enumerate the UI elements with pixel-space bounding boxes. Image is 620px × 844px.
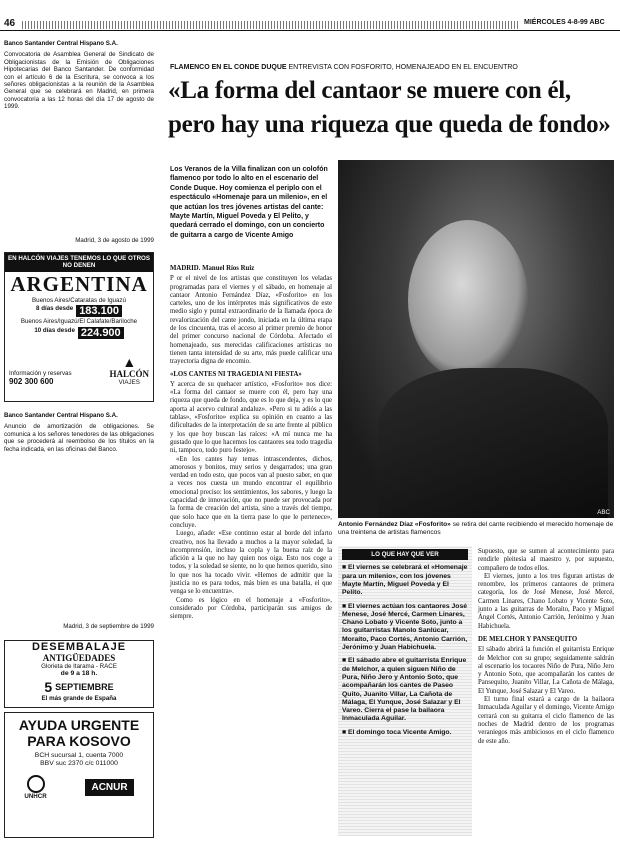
- body-paragraph: Supuesto, que se sumen al acontecimiento para rendirle pleitesía al maestro y, por supuesto, compañero de todos ellos.: [478, 548, 614, 572]
- info-box-title: LO QUE HAY QUE VER: [342, 549, 468, 560]
- antiques-venue: Glorieta de Itarama - RACE: [41, 663, 117, 670]
- body-paragraph: Luego, añade: «Ese continuo estar al borde del infarto creativo, nos ha llevado a muchos a la mayor soledad, la incomprensión, incluso la copla y la buena raíz de la afición a la que no hay quien nos oiga. Esto nos coge a todos, y la soledad se siente, no lo que hemos querido, sino lo que nos ha tocado vivir. «Hemos de admitir que la justicia no es para todos, más bien es una batalla, el que venga se lo encuentra».: [170, 530, 332, 596]
- photo-credit: ABC: [597, 508, 610, 516]
- halcon-brand: HALCÓN: [109, 368, 149, 379]
- halcon-price-2: 224.900: [78, 327, 124, 339]
- info-box-item: ■ El viernes actúan los cantaores José Menese, José Mercé, Carmen Linares, Chano Lobato y Vicente Soto, junto a los guitarristas Manolo Sanlúcar, Moraíto, Paco Cortés, Antonio Carrión, Jerónimo y Juan Habichuela.: [342, 602, 468, 652]
- headline-line-2: pero hay una riqueza que queda de fondo»: [168, 111, 611, 138]
- article-column-3: [478, 548, 614, 746]
- kicker-section: FLAMENCO EN EL CONDE DUQUE: [170, 64, 287, 71]
- top-rule: [0, 30, 620, 31]
- halcon-line-1: Buenos Aires/Cataratas de Iguazú: [32, 296, 126, 304]
- info-box-item: ■ El viernes se celebrará el «Homenaje para un milenio», con los jóvenes Mayte Martín, Miguel Poveda y El Pelito.: [342, 564, 468, 597]
- fosforito-photo: [338, 160, 614, 518]
- antiques-tag: El más grande de España: [41, 694, 117, 702]
- ad-bank-2-title: Banco Santander Central Hispano S.A.: [4, 412, 118, 419]
- info-box-item: ■ El domingo toca Vicente Amigo.: [342, 728, 452, 736]
- kosovo-logo-2: ACNUR: [85, 779, 133, 796]
- kosovo-subtitle: PARA KOSOVO: [27, 733, 131, 749]
- ad-bank-1-title: Banco Santander Central Hispano S.A.: [4, 40, 118, 47]
- halcon-country: ARGENTINA: [10, 271, 148, 296]
- body-paragraph: Como es lógico en el homenaje a «Fosforito», considerado por Córdoba, participarán sus amigos de siempre.: [170, 596, 332, 621]
- kosovo-account-1: BCH sucursal 1, cuenta 7000: [34, 752, 124, 759]
- ad-bank-2: [4, 412, 154, 634]
- ad-bank-1-footer: Madrid, 3 de agosto de 1999: [75, 236, 154, 244]
- ad-halcon: [4, 252, 154, 402]
- info-box: [338, 546, 472, 836]
- antiques-day: 5: [44, 678, 53, 695]
- antiques-month: SEPTIEMBRE: [55, 681, 114, 692]
- halcon-info: Información y reservas: [9, 369, 72, 377]
- photo-face: [408, 220, 528, 380]
- kosovo-title: AYUDA URGENTE: [18, 717, 140, 733]
- photo-body: [378, 368, 608, 518]
- header-pattern: [22, 21, 518, 29]
- unhcr-logo-icon: [27, 775, 45, 793]
- ad-bank-1: [4, 40, 154, 250]
- byline-city: MADRID.: [170, 265, 201, 272]
- antiques-subtitle: ANTIGÜEDADES: [42, 653, 116, 663]
- body-paragraph: P or el nivel de los artistas que constituyen los veladas programadas para el viernes y el sábado, en homenaje al cantaor Antonio Fernández Díaz, «Fosforito» en los carteles, uno de los intérpretes más significativos de este medio siglo y puntal extraordinario de la llamada época de revalorización del cante jondo, iniciada en la última etapa de los cincuenta, tras el acceso al primer premio de honor del primer concurso nacional de Córdoba. Afectado el homenajeado, sus merecidas calificaciones artísticas no tienen tanta intensidad de su arte, más puede calificar una trayectoria digna de encomio.: [170, 275, 332, 366]
- body-paragraph: Y acerca de su quehacer artístico, «Fosforito» nos dice: «La forma del cantaor se muere con él, pero hay una riqueza que queda de fondo, que es lo que deja, y es lo que aporta al acervo cultural andaluz». «Pero si tu adiós a las tablas», «Fosforito» explica su opinión en cuanto a las dificultades de la interpretación de su arte frente al público y los que hoy buscan las raíces: «A mí nunca me ha gustado que lo que hacemos los cantaores sea todo tragedia ni, tampoco, todo puro festejo».: [170, 380, 332, 455]
- halcon-days-2: 10 días desde: [34, 326, 75, 334]
- date-line: MIÉRCOLES 4-8-99 ABC: [524, 19, 605, 26]
- photo-caption-text: se retira del cante recibiendo el merecido homenaje de una treintena de artistas flamencos: [338, 521, 614, 536]
- halcon-phone: 902 300 600: [9, 377, 54, 387]
- antiques-hours: de 9 a 18 h.: [60, 670, 98, 678]
- halcon-bird-icon: ▲: [122, 353, 137, 370]
- byline-author: Manuel Ríos Ruiz: [202, 265, 255, 272]
- headline-line-1: «La forma del cantaor se muere con él,: [168, 77, 571, 104]
- body-paragraph: El viernes, junto a los tres figuran artistas de renombre, los primeros cantaores de primera categoría, los de José Menese, José Mercé, Carmen Linares, Chano Lobato y Vicente Soto, junto a las guitarras de Moraíto, Paco y Miguel Ángel Cortés, Antonio Carrión, Jerónimo y Juan Habichuela.: [478, 572, 614, 630]
- kicker-text: ENTREVISTA CON FOSFORITO, HOMENAJEADO EN EL ENCUENTRO: [288, 64, 518, 71]
- page-number: 46: [4, 18, 16, 29]
- body-paragraph: El sábado abrirá la función el guitarrista Enrique de Melchor con su grupo; seguidamente saldrán al escenario los tocaores Niño de Pura, Niño Jero y Antonio Soto, que acompañarán los cantes de Pansequito, Juanito Villar, La Cañota de Málaga, El Yunque, José Salazar y El Vareo.: [478, 646, 614, 695]
- ad-bank-2-text: Anuncio de amortización de obligaciones. Se comunica a los señores tenedores de las obligaciones que se procederá al reembolso de los títulos en la fecha indicada, en las oficinas del Banco.: [4, 423, 154, 453]
- lead-paragraph: Los Veranos de la Villa finalizan con un colofón flamenco por todo lo alto en el escenario del Conde Duque. Hoy comienza el periplo con el espectáculo «Homenaje para un milenio», en el que actúan los tres jóvenes artistas del cante: Mayte Martín, Miguel Poveda y El Pelito, y quedará cerrado el domingo, con un concierto de guitarra a cargo de Vicente Amigo: [170, 166, 328, 239]
- kosovo-account-2: BBV suc 2370 c/c 011000: [40, 760, 118, 768]
- halcon-line-2: Buenos Aires/Iguazú/El Calafate/Bariloche: [20, 318, 138, 326]
- antiques-title: DESEMBALAJE: [31, 641, 127, 653]
- kosovo-logo-1: UNHCR: [24, 792, 47, 800]
- info-box-item: ■ El sábado abre el guitarrista Enrique de Melchor, a quien siguen Niño de Pura, Niño Jero y Antonio Soto, que acompañarán los cantes de Paseo Quito, Juanito Villar, La Cañota de Málaga, El Yunque, José Salazar y El Vareo. Cierra el pase la bailaora Inmaculada Aguilar.: [342, 657, 467, 723]
- ad-bank-1-text: Convocatoria de Asamblea General de Sindicato de Obligacionistas de la Emisión de Obligaciones Hipotecarias del Banco Santander. De conformidad con el artículo 6 de la Escritura, se convoca a los señores obligacionistas a la reunión de la Asamblea General que se celebrará en Madrid, en primera convocatoria a las 12 horas del día 17 de agosto de 1999.: [4, 51, 154, 111]
- article-column-1: [170, 265, 332, 621]
- ad-bank-2-footer: Madrid, 3 de septiembre de 1999: [63, 622, 154, 630]
- halcon-brand-sub: VIAJES: [118, 378, 140, 386]
- photo-caption: [338, 521, 614, 537]
- halcon-top: EN HALCÓN VIAJES TENEMOS LO QUE OTROS NO DENEN: [5, 253, 153, 272]
- halcon-price-1: 183.100: [76, 305, 122, 317]
- body-paragraph: El turno final estará a cargo de la bailaora Inmaculada Aguilar y el domingo, Vicente Amigo cerrará con su guitarra el ciclo flamenco de las noches de Madrid dentro de los programas veraniegos más ambiciosos en el ciclo flamenco de este año.: [478, 696, 614, 745]
- ad-antiques: [4, 640, 154, 708]
- body-paragraph: «En los cantes hay temas intrascendentes, dichos, amorosos y bonitos, muy serios y desgarrados; una gran verdad en todo esto, que pocos van al puesto saber, en que a veces nos cuesta un mundo encontrar el equilibrio emocional preciso: los sentimientos, los sabores, y luego la capacidad de innovación, que no puede ser provocada por la forma de creación del artista, sino a través del tiempo, que solo hace que en la tierra pase lo que le pertenece», concluye.: [170, 455, 332, 529]
- halcon-days-1: 8 días desde: [36, 305, 74, 313]
- photo-caption-name: Antonio Fernández Díaz «Fosforito»: [338, 521, 451, 528]
- subhead-2: DE MELCHOR Y PANSEQUITO: [478, 635, 578, 643]
- kicker: [170, 64, 616, 71]
- subhead-1: «LOS CANTES NI TRAGEDIA NI FIESTA»: [170, 370, 302, 378]
- ad-kosovo: [4, 712, 154, 838]
